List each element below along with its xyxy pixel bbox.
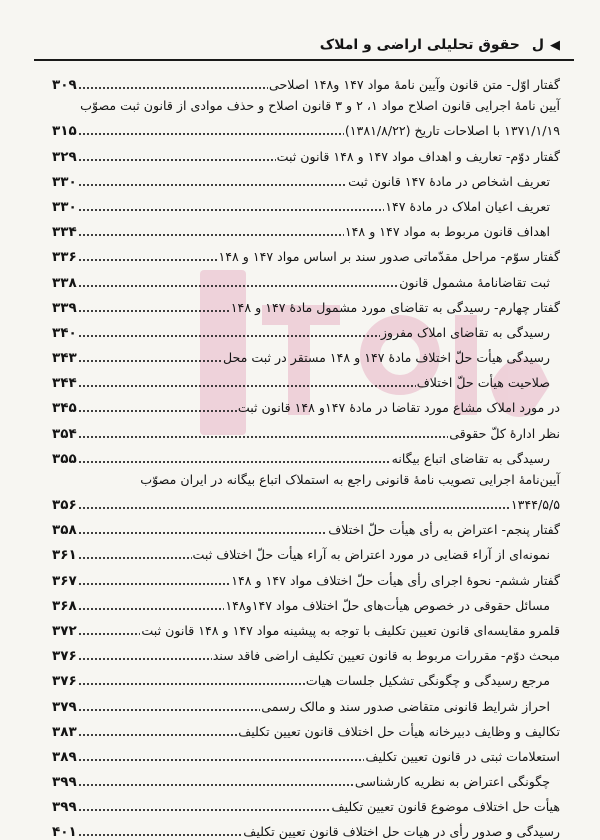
- book-title: حقوق تحلیلی اراضی و املاک: [319, 37, 520, 53]
- dot-leader: [78, 384, 416, 388]
- toc-page-number: ۳۴۵: [52, 400, 77, 417]
- toc-entry: [52, 240, 560, 265]
- toc-entry-title: چگونگی اعتراض به نظریه کارشناسی: [354, 774, 550, 790]
- dot-leader: [78, 733, 237, 737]
- toc-page-number: ۳۶۱: [52, 547, 77, 564]
- toc-entry-title: ۱۳۴۴/۵/۵: [510, 497, 560, 512]
- page-letter: ل: [531, 37, 544, 53]
- toc-page-number: ۳۷۶: [52, 673, 77, 690]
- toc-page-number: ۳۴۰: [52, 324, 77, 341]
- dot-leader: [78, 86, 268, 90]
- toc-entry: [52, 790, 560, 815]
- toc-page-number: ۳۰۹: [52, 77, 77, 94]
- dot-leader: [78, 657, 212, 661]
- toc-entry-title: مسائل حقوقی در خصوص هیأت‌های حلّ اختلاف مواد ۱۴۷و۱۴۸: [225, 597, 550, 613]
- dot-leader: [78, 359, 222, 363]
- toc-page-number: ۳۳۸: [52, 274, 77, 291]
- toc-entry-title: مرجع رسیدگی و چگونگی تشکیل جلسات هیات: [305, 673, 550, 689]
- toc-entry-title: هیأت حل اختلاف موضوع قانون تعیین تکلیف: [331, 799, 560, 815]
- toc-page-number: ۳۳۴: [52, 224, 77, 241]
- dot-leader: [78, 132, 344, 136]
- triangle-arrow-icon: ◀: [550, 37, 560, 53]
- toc-entry: [52, 265, 560, 290]
- toc-entry-title: رسیدگی به تقاضای املاک مفروز: [380, 324, 550, 340]
- toc-entry: [52, 467, 560, 488]
- toc-entry: [52, 190, 560, 215]
- toc-entry-title: ثبت تقاضانامهٔ مشمول قانون: [399, 274, 550, 290]
- toc-entry: [52, 689, 560, 714]
- toc-entry: [52, 538, 560, 563]
- toc-page-number: ۳۴۳: [52, 350, 77, 367]
- toc-entry-title: رسیدگی به تقاضای اتباع بیگانه: [391, 450, 550, 466]
- dot-leader: [78, 208, 384, 212]
- toc-entry-title: نمونه‌ای از آراء قضایی در مورد اعتراض به آراء هیأت حلّ اختلاف ثبت: [192, 547, 550, 563]
- toc-entry-title: گفتار ششم- نحوهٔ اجرای رأی هیأت حلّ اختلاف مواد ۱۴۷ و ۱۴۸: [231, 572, 560, 588]
- dot-leader: [78, 158, 276, 162]
- toc-page-number: ۳۵۵: [52, 450, 77, 467]
- toc-page-number: ۴۰۱: [52, 824, 77, 840]
- toc-entry-title: مبحث دوّم- مقررات مربوط به قانون تعیین تکلیف اراضی فاقد سند: [212, 648, 560, 664]
- dot-leader: [78, 334, 380, 338]
- toc-entry-title: در مورد املاک مشاع مورد تقاضا در مادهٔ ۱۴۷و ۱۴۸ قانون ثبت: [237, 400, 560, 416]
- toc-entry-title: احراز شرایط قانونی متقاضی صدور سند و مالک رسمی: [261, 698, 550, 714]
- dot-leader: [78, 607, 225, 611]
- toc-page-number: ۳۱۵: [52, 123, 77, 140]
- toc-entry: [52, 139, 560, 164]
- toc-entry-title: گفتار پنجم- اعتراض به رأی هیأت حلّ اختلاف: [328, 522, 560, 538]
- dot-leader: [78, 556, 192, 560]
- toc-entry-title: تعریف اشخاص در مادهٔ ۱۴۷ قانون ثبت: [348, 173, 550, 189]
- toc-entry-title: نظر ادارهٔ کلّ حقوقی: [449, 425, 560, 441]
- toc-entry: [52, 68, 560, 93]
- dot-leader: [78, 309, 230, 313]
- toc-entry-title: قلمرو مقایسه‌ای قانون تعیین تکلیف با توجه به پیشینه مواد ۱۴۷ و ۱۴۸ قانون ثبت: [141, 622, 560, 638]
- dot-leader: [78, 233, 344, 237]
- dot-leader: [78, 708, 261, 712]
- toc-entry: [52, 391, 560, 416]
- toc-entry: [52, 488, 560, 513]
- dot-leader: [78, 435, 448, 439]
- toc-entry-title: آیین نامهٔ اجرایی قانون اصلاح مواد ۱، ۲ و ۳ قانون اصلاح و حذف موادی از قانون ثبت مصوّب: [80, 98, 560, 114]
- toc-entry-title: تکالیف و وظایف دبیرخانه هیأت حل اختلاف قانون تعیین تکلیف: [238, 723, 560, 739]
- toc-entry-title: گفتار دوّم- تعاریف و اهداف مواد ۱۴۷ و ۱۴۸ قانون ثبت: [276, 148, 560, 164]
- toc-entry: [52, 740, 560, 765]
- toc-entry: [52, 416, 560, 441]
- dot-leader: [78, 632, 141, 636]
- toc-entry: [52, 589, 560, 614]
- dot-leader: [78, 506, 510, 510]
- toc-page-number: ۳۳۰: [52, 173, 77, 190]
- toc-entry-title: گفتار اوّل- متن قانون وآیین نامهٔ مواد ۱۴۷ و۱۴۸ اصلاحی: [269, 77, 560, 93]
- toc-page-number: ۳۶۸: [52, 597, 77, 614]
- dot-leader: [78, 783, 354, 787]
- toc-page-number: ۳۹۹: [52, 774, 77, 791]
- table-of-contents: [52, 68, 560, 840]
- toc-page-number: ۳۹۹: [52, 799, 77, 816]
- toc-entry: [52, 93, 560, 114]
- toc-entry-title: گفتار چهارم- رسیدگی به تقاضای مورد مشمول مادهٔ ۱۴۷ و ۱۴۸: [230, 299, 560, 315]
- toc-entry: [52, 341, 560, 366]
- toc-entry: [52, 442, 560, 467]
- toc-entry: [52, 513, 560, 538]
- toc-page-number: ۳۳۶: [52, 249, 77, 266]
- toc-page-number: ۳۸۳: [52, 723, 77, 740]
- toc-page-number: ۳۷۹: [52, 698, 77, 715]
- toc-entry: [52, 563, 560, 588]
- dot-leader: [78, 808, 331, 812]
- dot-leader: [78, 409, 237, 413]
- toc-entry-title: گفتار سوّم- مراحل مقدّماتی صدور سند بر اساس مواد ۱۴۷ و ۱۴۸: [218, 249, 560, 265]
- running-header: [40, 34, 560, 56]
- toc-page-number: ۳۳۰: [52, 198, 77, 215]
- toc-page-number: ۳۵۶: [52, 497, 77, 513]
- toc-page-number: ۳۲۹: [52, 148, 77, 165]
- toc-entry-title: آیین‌نامهٔ اجرایی تصویب نامهٔ قانونی راجع به استملاک اتباع بیگانه در ایران مصوّب: [140, 471, 560, 487]
- dot-leader: [78, 284, 398, 288]
- toc-page-number: ۳۵۸: [52, 522, 77, 539]
- dot-leader: [78, 183, 347, 187]
- toc-entry: [52, 165, 560, 190]
- toc-entry: [52, 639, 560, 664]
- dot-leader: [78, 582, 231, 586]
- dot-leader: [78, 531, 328, 535]
- toc-entry: [52, 114, 560, 139]
- toc-page-number: ۳۵۴: [52, 425, 77, 442]
- toc-entry: [52, 215, 560, 240]
- toc-entry: [52, 664, 560, 689]
- toc-page-number: ۳۷۶: [52, 648, 77, 665]
- toc-entry-title: اهداف قانون مربوط به مواد ۱۴۷ و ۱۴۸: [344, 224, 550, 240]
- toc-entry-title: رسیدگی هیأت حلّ اختلاف مادهٔ ۱۴۷ و ۱۴۸ مستقر در ثبت محل: [222, 350, 550, 366]
- header-rule: [34, 59, 574, 61]
- toc-entry-title: استعلامات ثبتی در قانون تعیین تکلیف: [365, 748, 560, 764]
- dot-leader: [78, 460, 391, 464]
- dot-leader: [78, 758, 365, 762]
- toc-entry: [52, 316, 560, 341]
- dot-leader: [78, 833, 243, 837]
- toc-entry: [52, 715, 560, 740]
- toc-entry-title: تعریف اعیان املاک در مادهٔ ۱۴۷: [385, 198, 550, 214]
- dot-leader: [78, 258, 218, 262]
- toc-entry: [52, 366, 560, 391]
- toc-page-number: ۳۶۷: [52, 572, 77, 589]
- toc-page-number: ۳۴۴: [52, 375, 77, 392]
- toc-page-number: ۳۸۹: [52, 748, 77, 765]
- dot-leader: [78, 682, 305, 686]
- toc-page-number: ۳۷۲: [52, 622, 77, 639]
- toc-entry-title: صلاحیت هیأت حلّ اختلاف: [416, 375, 550, 391]
- toc-entry: [52, 765, 560, 790]
- toc-entry-title: ۱۳۷۱/۱/۱۹ با اصلاحات تاریخ (۱۳۸۱/۸/۲۲): [344, 123, 560, 139]
- toc-entry: [52, 291, 560, 316]
- toc-entry: [52, 614, 560, 639]
- toc-page-number: ۳۳۹: [52, 299, 77, 316]
- toc-entry-title: رسیدگی و صدور رأی در هیات حل اختلاف قانون تعیین تکلیف: [243, 824, 560, 840]
